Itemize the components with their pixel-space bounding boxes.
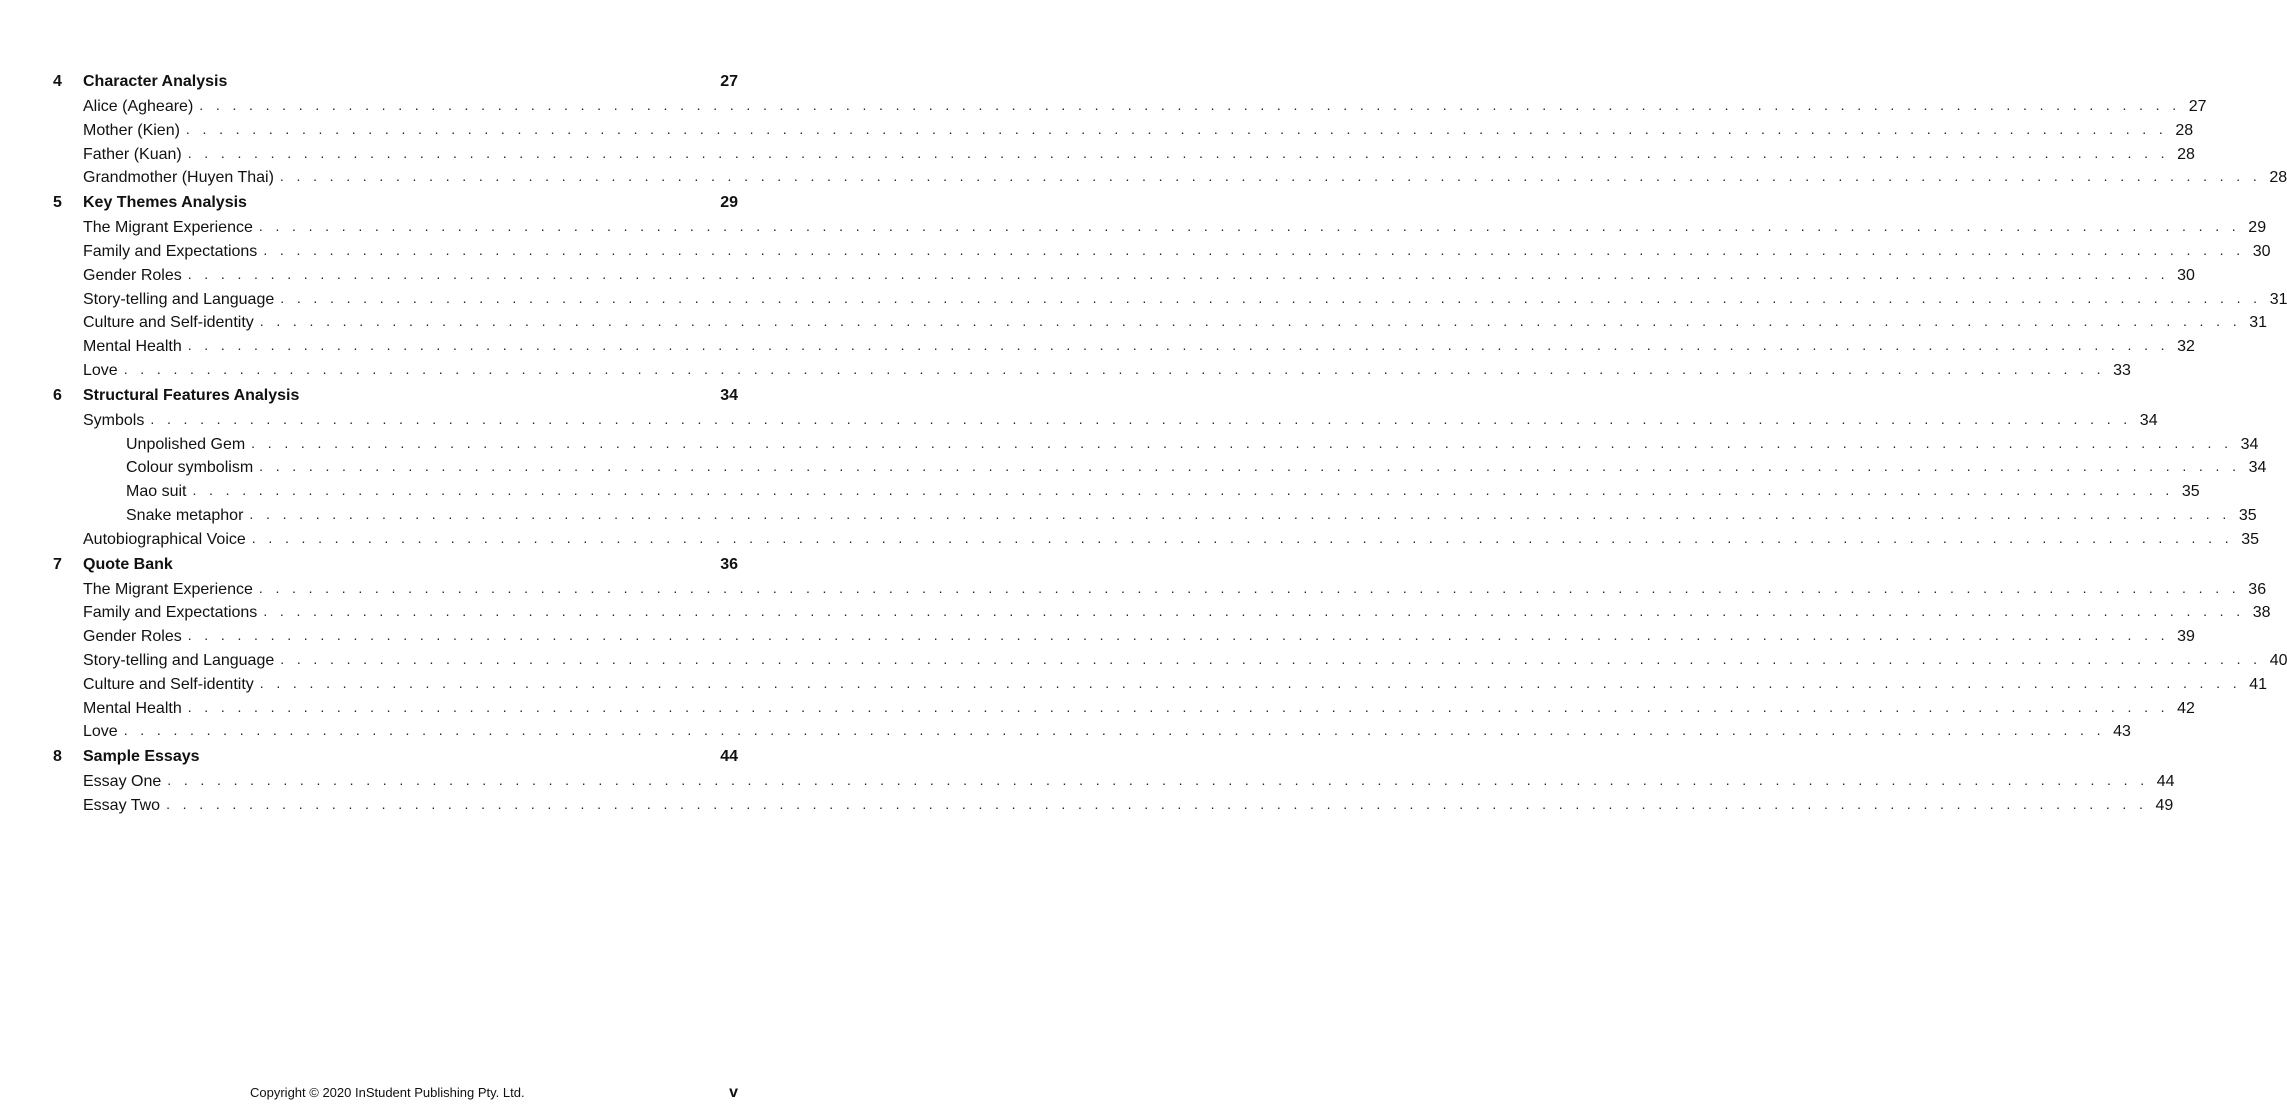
entry-page-number: 33 [2113, 361, 2131, 379]
section-page-number: 29 [720, 194, 738, 212]
section-title: Quote Bank [83, 555, 173, 573]
section-number: 6 [53, 386, 62, 404]
dot-leader: . . . . . . . . . . . . . . . . . . . . . . . . . . . . . . . . . . . . . . . . . . . . . . . . . . . . . . . . . . . . . . . . . . . . . . . . . . . . . . . . . . . . . . . . . . . . . . . . . . . . . . . . . . . . . . . . . . . . . . . . [187, 337, 2169, 354]
entry-page-number: 28 [2177, 145, 2195, 163]
entry-page-number: 38 [2252, 604, 2271, 622]
section-page-number: 44 [720, 748, 738, 766]
toc-section [50, 69, 2287, 190]
dot-leader: . . . . . . . . . . . . . . . . . . . . . . . . . . . . . . . . . . . . . . . . . . . . . . . . . . . . . . . . . . . . . . . . . . . . . . . . . . . . . . . . . . . . . . . . . . . . . . . . . . . . . . . . . . . . . . . . . . . . . . . . [167, 772, 2149, 789]
section-title: Structural Features Analysis [83, 386, 300, 404]
entry-title: Autobiographical Voice [83, 530, 246, 548]
section-number: 5 [53, 194, 62, 212]
toc-entry[interactable] [50, 409, 2158, 433]
toc-entry[interactable] [50, 720, 2131, 744]
entry-page-number: 30 [2252, 242, 2271, 260]
section-page-number: 36 [720, 555, 738, 573]
dot-leader: . . . . . . . . . . . . . . . . . . . . . . . . . . . . . . . . . . . . . . . . . . . . . . . . . . . . . . . . . . . . . . . . . . . . . . . . . . . . . . . . . . . . . . . . . . . . . . . . . . . . . . . . . . . . . . . . . . . . . . . . [259, 313, 2241, 330]
toc-entry[interactable] [50, 95, 2207, 119]
toc-section [50, 744, 2175, 818]
dot-leader: . . . . . . . . . . . . . . . . . . . . . . . . . . . . . . . . . . . . . . . . . . . . . . . . . . . . . . . . . . . . . . . . . . . . . . . . . . . . . . . . . . . . . . . . . . . . . . . . . . . . . . . . . . . . . . . . . . . . . . . . [259, 458, 2241, 475]
entry-page-number: 30 [2177, 266, 2195, 284]
entry-page-number: 31 [2269, 290, 2287, 308]
toc-entry[interactable] [50, 649, 2287, 673]
toc-entry[interactable] [50, 240, 2271, 264]
toc-entry[interactable] [50, 311, 2267, 335]
entry-page-number: 35 [2181, 483, 2200, 501]
entry-page-number: 28 [2175, 121, 2194, 139]
toc-entry[interactable] [50, 770, 2175, 794]
entry-page-number: 41 [2249, 675, 2267, 693]
dot-leader: . . . . . . . . . . . . . . . . . . . . . . . . . . . . . . . . . . . . . . . . . . . . . . . . . . . . . . . . . . . . . . . . . . . . . . . . . . . . . . . . . . . . . . . . . . . . . . . . . . . . . . . . . . . . . . . . . . . . . . . . [192, 482, 2174, 499]
entry-title: Essay One [83, 773, 162, 791]
section-title: Sample Essays [83, 748, 200, 766]
toc-entry[interactable] [50, 578, 2267, 602]
dot-leader: . . . . . . . . . . . . . . . . . . . . . . . . . . . . . . . . . . . . . . . . . . . . . . . . . . . . . . . . . . . . . . . . . . . . . . . . . . . . . . . . . . . . . . . . . . . . . . . . . . . . . . . . . . . . . . . . . . . . . . . . [187, 144, 2169, 161]
toc-section-heading[interactable] [50, 190, 738, 216]
dot-leader: . . . . . . . . . . . . . . . . . . . . . . . . . . . . . . . . . . . . . . . . . . . . . . . . . . . . . . . . . . . . . . . . . . . . . . . . . . . . . . . . . . . . . . . . . . . . . . . . . . . . . . . . . . . . . . . . . . . . . . . . [249, 505, 2231, 522]
entry-page-number: 43 [2113, 723, 2131, 741]
section-page-number: 34 [720, 386, 738, 404]
toc-entry[interactable] [50, 359, 2131, 383]
entry-title: Story-telling and Language [83, 651, 275, 669]
toc-entry[interactable] [50, 673, 2267, 697]
entry-title: Father (Kuan) [83, 145, 182, 163]
entry-title: Story-telling and Language [83, 290, 275, 308]
toc-section-heading[interactable] [50, 383, 738, 409]
dot-leader: . . . . . . . . . . . . . . . . . . . . . . . . . . . . . . . . . . . . . . . . . . . . . . . . . . . . . . . . . . . . . . . . . . . . . . . . . . . . . . . . . . . . . . . . . . . . . . . . . . . . . . . . . . . . . . . . . . . . . . . . [187, 265, 2169, 282]
toc-entry[interactable] [50, 143, 2195, 167]
toc-entry[interactable] [50, 119, 2194, 143]
entry-title: Grandmother (Huyen Thai) [83, 169, 274, 187]
entry-page-number: 31 [2249, 314, 2267, 332]
toc-entry[interactable] [50, 697, 2195, 721]
entry-title: Colour symbolism [126, 459, 254, 477]
dot-leader: . . . . . . . . . . . . . . . . . . . . . . . . . . . . . . . . . . . . . . . . . . . . . . . . . . . . . . . . . . . . . . . . . . . . . . . . . . . . . . . . . . . . . . . . . . . . . . . . . . . . . . . . . . . . . . . . . . . . . . . . [199, 97, 2181, 113]
entry-title: Family and Expectations [83, 604, 258, 622]
entry-title: Symbols [83, 411, 145, 429]
dot-leader: . . . . . . . . . . . . . . . . . . . . . . . . . . . . . . . . . . . . . . . . . . . . . . . . . . . . . . . . . . . . . . . . . . . . . . . . . . . . . . . . . . . . . . . . . . . . . . . . . . . . . . . . . . . . . . . . . . . . . . . . [187, 627, 2169, 644]
toc-section-heading[interactable] [50, 552, 738, 578]
toc-section-heading[interactable] [50, 69, 738, 95]
section-number: 8 [53, 748, 62, 766]
dot-leader: . . . . . . . . . . . . . . . . . . . . . . . . . . . . . . . . . . . . . . . . . . . . . . . . . . . . . . . . . . . . . . . . . . . . . . . . . . . . . . . . . . . . . . . . . . . . . . . . . . . . . . . . . . . . . . . . . . . . . . . . [123, 722, 2105, 739]
dot-leader: . . . . . . . . . . . . . . . . . . . . . . . . . . . . . . . . . . . . . . . . . . . . . . . . . . . . . . . . . . . . . . . . . . . . . . . . . . . . . . . . . . . . . . . . . . . . . . . . . . . . . . . . . . . . . . . . . . . . . . . . [185, 120, 2168, 137]
dot-leader: . . . . . . . . . . . . . . . . . . . . . . . . . . . . . . . . . . . . . . . . . . . . . . . . . . . . . . . . . . . . . . . . . . . . . . . . . . . . . . . . . . . . . . . . . . . . . . . . . . . . . . . . . . . . . . . . . . . . . . . . [166, 795, 2148, 812]
entry-title: Gender Roles [83, 266, 182, 284]
toc-entry[interactable] [50, 264, 2195, 288]
dot-leader: . . . . . . . . . . . . . . . . . . . . . . . . . . . . . . . . . . . . . . . . . . . . . . . . . . . . . . . . . . . . . . . . . . . . . . . . . . . . . . . . . . . . . . . . . . . . . . . . . . . . . . . . . . . . . . . . . . . . . . . . [279, 168, 2262, 185]
dot-leader: . . . . . . . . . . . . . . . . . . . . . . . . . . . . . . . . . . . . . . . . . . . . . . . . . . . . . . . . . . . . . . . . . . . . . . . . . . . . . . . . . . . . . . . . . . . . . . . . . . . . . . . . . . . . . . . . . . . . . . . . [251, 529, 2234, 546]
toc-entry[interactable] [50, 456, 2267, 480]
toc-entry[interactable] [50, 625, 2195, 649]
toc-entry[interactable] [50, 601, 2271, 625]
entry-title: Mother (Kien) [83, 121, 180, 139]
entry-page-number: 40 [2269, 651, 2287, 669]
copyright-notice: Copyright © 2020 InStudent Publishing Pty. Ltd. [250, 1085, 525, 1100]
entry-page-number: 34 [2248, 459, 2267, 477]
entry-title: Mao suit [126, 483, 187, 501]
entry-title: Love [83, 361, 118, 379]
entry-title: The Migrant Experience [83, 580, 253, 598]
toc-entry[interactable] [50, 433, 2259, 457]
entry-page-number: 34 [2240, 435, 2259, 453]
entry-page-number: 27 [2188, 98, 2207, 115]
section-number: 7 [53, 555, 62, 573]
entry-title: Mental Health [83, 699, 182, 717]
entry-page-number: 49 [2155, 796, 2174, 814]
section-title: Character Analysis [83, 73, 228, 90]
entry-page-number: 28 [2269, 169, 2287, 187]
dot-leader: . . . . . . . . . . . . . . . . . . . . . . . . . . . . . . . . . . . . . . . . . . . . . . . . . . . . . . . . . . . . . . . . . . . . . . . . . . . . . . . . . . . . . . . . . . . . . . . . . . . . . . . . . . . . . . . . . . . . . . . . [251, 434, 2233, 451]
toc-entry[interactable] [50, 528, 2260, 552]
dot-leader: . . . . . . . . . . . . . . . . . . . . . . . . . . . . . . . . . . . . . . . . . . . . . . . . . . . . . . . . . . . . . . . . . . . . . . . . . . . . . . . . . . . . . . . . . . . . . . . . . . . . . . . . . . . . . . . . . . . . . . . . [263, 603, 2245, 620]
toc-entry[interactable] [50, 288, 2287, 312]
entry-page-number: 29 [2248, 219, 2267, 237]
dot-leader: . . . . . . . . . . . . . . . . . . . . . . . . . . . . . . . . . . . . . . . . . . . . . . . . . . . . . . . . . . . . . . . . . . . . . . . . . . . . . . . . . . . . . . . . . . . . . . . . . . . . . . . . . . . . . . . . . . . . . . . . [187, 698, 2169, 715]
toc-entry[interactable] [50, 504, 2257, 528]
dot-leader: . . . . . . . . . . . . . . . . . . . . . . . . . . . . . . . . . . . . . . . . . . . . . . . . . . . . . . . . . . . . . . . . . . . . . . . . . . . . . . . . . . . . . . . . . . . . . . . . . . . . . . . . . . . . . . . . . . . . . . . . [123, 360, 2105, 377]
dot-leader: . . . . . . . . . . . . . . . . . . . . . . . . . . . . . . . . . . . . . . . . . . . . . . . . . . . . . . . . . . . . . . . . . . . . . . . . . . . . . . . . . . . . . . . . . . . . . . . . . . . . . . . . . . . . . . . . . . . . . . . . [150, 410, 2132, 427]
entry-title: Gender Roles [83, 628, 182, 646]
dot-leader: . . . . . . . . . . . . . . . . . . . . . . . . . . . . . . . . . . . . . . . . . . . . . . . . . . . . . . . . . . . . . . . . . . . . . . . . . . . . . . . . . . . . . . . . . . . . . . . . . . . . . . . . . . . . . . . . . . . . . . . . [263, 241, 2245, 258]
entry-page-number: 35 [2241, 530, 2260, 548]
toc-section [50, 190, 2287, 383]
entry-title: Mental Health [83, 338, 182, 356]
toc-section [50, 552, 2287, 745]
entry-page-number: 36 [2248, 580, 2267, 598]
toc-entry[interactable] [50, 794, 2174, 818]
entry-title: Love [83, 723, 118, 741]
entry-page-number: 44 [2156, 773, 2175, 791]
entry-page-number: 34 [2139, 411, 2158, 429]
toc-entry[interactable] [50, 216, 2267, 240]
entry-title: The Migrant Experience [83, 219, 253, 237]
entry-title: Family and Expectations [83, 242, 258, 260]
dot-leader: . . . . . . . . . . . . . . . . . . . . . . . . . . . . . . . . . . . . . . . . . . . . . . . . . . . . . . . . . . . . . . . . . . . . . . . . . . . . . . . . . . . . . . . . . . . . . . . . . . . . . . . . . . . . . . . . . . . . . . . . [258, 218, 2241, 235]
section-page-number: 27 [720, 73, 738, 90]
toc-section [50, 383, 2267, 552]
section-title: Key Themes Analysis [83, 194, 247, 212]
entry-page-number: 35 [2238, 506, 2257, 524]
dot-leader: . . . . . . . . . . . . . . . . . . . . . . . . . . . . . . . . . . . . . . . . . . . . . . . . . . . . . . . . . . . . . . . . . . . . . . . . . . . . . . . . . . . . . . . . . . . . . . . . . . . . . . . . . . . . . . . . . . . . . . . . [280, 650, 2262, 667]
section-number: 4 [53, 73, 62, 90]
entry-title: Snake metaphor [126, 506, 244, 524]
page-footer [0, 1081, 790, 1105]
dot-leader: . . . . . . . . . . . . . . . . . . . . . . . . . . . . . . . . . . . . . . . . . . . . . . . . . . . . . . . . . . . . . . . . . . . . . . . . . . . . . . . . . . . . . . . . . . . . . . . . . . . . . . . . . . . . . . . . . . . . . . . . [259, 674, 2241, 691]
entry-title: Essay Two [83, 796, 161, 814]
toc-entry[interactable] [50, 335, 2195, 359]
entry-title: Alice (Agheare) [83, 98, 194, 115]
toc-section-heading[interactable] [50, 744, 738, 770]
entry-page-number: 42 [2177, 699, 2195, 717]
toc-entry[interactable] [50, 480, 2200, 504]
entry-title: Culture and Self-identity [83, 675, 254, 693]
toc-entry[interactable] [50, 166, 2287, 190]
entry-page-number: 39 [2177, 628, 2195, 646]
table-of-contents [50, 69, 2287, 818]
dot-leader: . . . . . . . . . . . . . . . . . . . . . . . . . . . . . . . . . . . . . . . . . . . . . . . . . . . . . . . . . . . . . . . . . . . . . . . . . . . . . . . . . . . . . . . . . . . . . . . . . . . . . . . . . . . . . . . . . . . . . . . . [258, 579, 2241, 596]
page-number: v [729, 1084, 738, 1101]
entry-page-number: 32 [2177, 338, 2195, 356]
dot-leader: . . . . . . . . . . . . . . . . . . . . . . . . . . . . . . . . . . . . . . . . . . . . . . . . . . . . . . . . . . . . . . . . . . . . . . . . . . . . . . . . . . . . . . . . . . . . . . . . . . . . . . . . . . . . . . . . . . . . . . . . [280, 289, 2262, 306]
entry-title: Culture and Self-identity [83, 314, 254, 332]
entry-title: Unpolished Gem [126, 435, 246, 453]
